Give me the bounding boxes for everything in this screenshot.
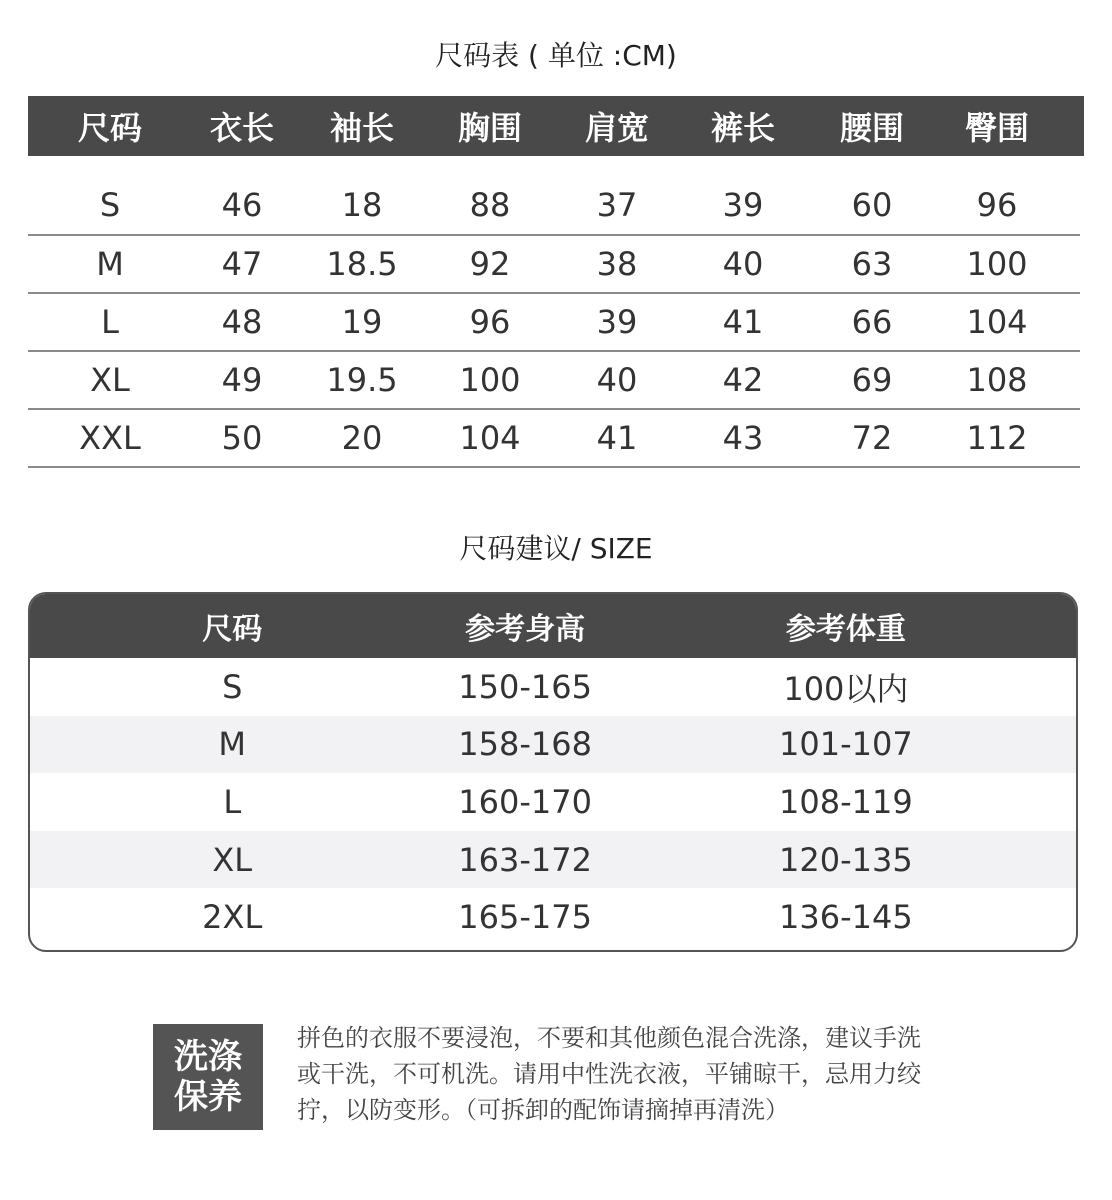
table-row [28, 176, 1080, 236]
size-table-header-cell: 胸围 [457, 109, 522, 147]
table-cell: 101-107 [779, 725, 913, 764]
table-cell: 108 [966, 361, 1028, 399]
table-cell: 158-168 [458, 725, 592, 764]
size-table-header-cell: 肩宽 [584, 109, 649, 147]
table-cell: 48 [221, 303, 263, 341]
table-row [28, 352, 1080, 410]
size-table-header-cell: 裤长 [710, 109, 775, 147]
table-cell: XXL [79, 419, 141, 457]
table-row [30, 716, 1076, 774]
table-row [28, 236, 1080, 294]
table-cell: 37 [596, 186, 638, 224]
table-cell: 72 [851, 419, 893, 457]
table-row [30, 658, 1076, 716]
size-table-header-cell: 尺码 [77, 109, 142, 147]
table-cell: 96 [469, 303, 511, 341]
care-label-line: 保养 [174, 1077, 242, 1117]
table-cell: 92 [469, 245, 511, 283]
size-suggestion-header [30, 594, 1076, 658]
table-cell: 50 [221, 419, 263, 457]
size-table-title: 尺码表 ( 单位 :CM) [435, 39, 677, 72]
size-table-header-cell: 臀围 [964, 109, 1029, 147]
table-cell: 41 [722, 303, 764, 341]
size-suggestion-header-cell: 参考身高 [465, 612, 586, 647]
size-table-header [28, 96, 1084, 156]
table-cell: 47 [221, 245, 263, 283]
table-cell: S [99, 186, 121, 224]
table-cell: 108-119 [779, 782, 913, 821]
care-instructions-line: 或干洗，不可机洗。请用中性洗衣液，平铺晾干，忌用力绞 [297, 1060, 921, 1088]
table-row [28, 410, 1080, 468]
table-row [30, 831, 1076, 889]
size-table-header-cell: 腰围 [839, 109, 904, 147]
care-instructions-line: 拧，以防变形。（可拆卸的配饰请摘掉再清洗） [297, 1096, 789, 1124]
table-cell: 66 [851, 303, 893, 341]
table-cell: L [101, 303, 119, 341]
size-suggestion-header-cell: 尺码 [202, 612, 263, 647]
table-cell: 163-172 [458, 840, 592, 879]
table-cell: 18 [341, 186, 383, 224]
size-suggestion-title: 尺码建议/ SIZE [459, 532, 653, 565]
table-cell: S [222, 667, 243, 706]
table-cell: 40 [722, 245, 764, 283]
table-cell: 38 [596, 245, 638, 283]
table-cell: 120-135 [779, 840, 913, 879]
size-suggestion-header-cell: 参考体重 [785, 612, 906, 647]
table-cell: 18.5 [326, 245, 398, 283]
table-cell: 96 [976, 186, 1018, 224]
table-cell: 100以内 [783, 669, 909, 708]
table-cell: 2XL [202, 898, 263, 937]
table-cell: 19 [341, 303, 383, 341]
care-label-line: 洗涤 [174, 1037, 242, 1077]
table-row [28, 294, 1080, 352]
table-cell: 160-170 [458, 782, 592, 821]
table-cell: 104 [966, 303, 1028, 341]
size-table-body [28, 176, 1080, 468]
table-cell: 104 [459, 419, 521, 457]
care-instructions [297, 1020, 987, 1128]
table-cell: 100 [966, 245, 1028, 283]
table-cell: 112 [966, 419, 1028, 457]
table-cell: M [96, 245, 124, 283]
table-cell: 43 [722, 419, 764, 457]
table-cell: M [218, 725, 247, 764]
table-row [30, 888, 1076, 946]
table-cell: 46 [221, 186, 263, 224]
table-cell: 39 [722, 186, 764, 224]
table-cell: 150-165 [458, 667, 592, 706]
care-label-box [153, 1024, 263, 1130]
table-cell: 42 [722, 361, 764, 399]
table-cell: 69 [851, 361, 893, 399]
table-cell: 39 [596, 303, 638, 341]
table-cell: XL [90, 361, 130, 399]
table-cell: 63 [851, 245, 893, 283]
size-table-header-cell: 衣长 [209, 109, 274, 147]
table-cell: 136-145 [779, 898, 913, 937]
table-row [30, 773, 1076, 831]
size-suggestion-table [28, 592, 1078, 952]
table-cell: 100 [459, 361, 521, 399]
care-instructions-line: 拼色的衣服不要浸泡，不要和其他颜色混合洗涤，建议手洗 [297, 1024, 921, 1052]
table-cell: 40 [596, 361, 638, 399]
table-cell: 20 [341, 419, 383, 457]
table-cell: 41 [596, 419, 638, 457]
table-cell: L [223, 782, 242, 821]
table-cell: 165-175 [458, 898, 592, 937]
table-cell: XL [212, 840, 253, 879]
size-table-header-cell: 袖长 [329, 109, 394, 147]
table-cell: 88 [469, 186, 511, 224]
table-cell: 60 [851, 186, 893, 224]
table-cell: 49 [221, 361, 263, 399]
table-cell: 19.5 [326, 361, 398, 399]
